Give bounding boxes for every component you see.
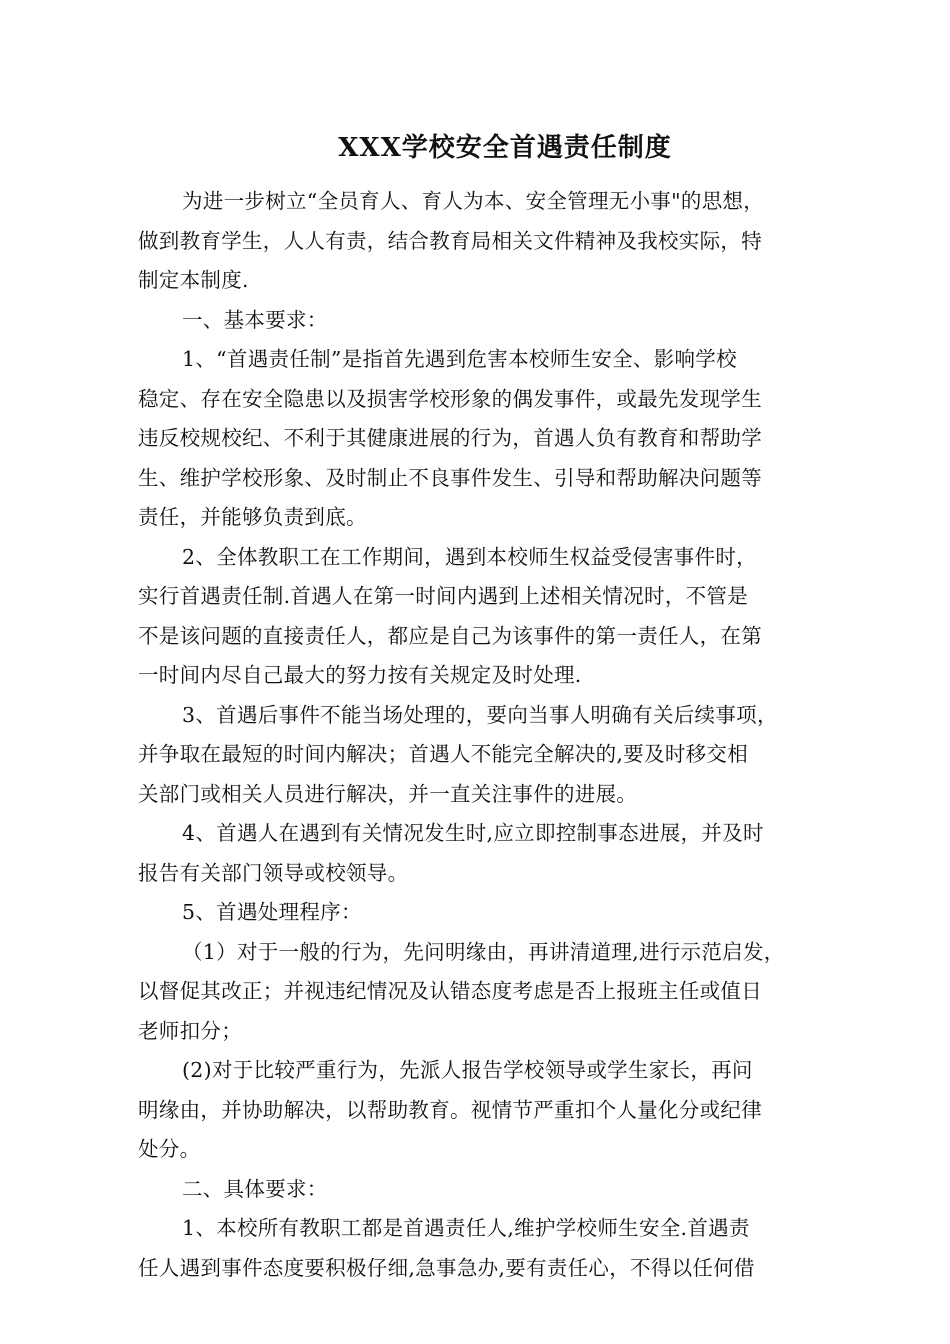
body-line: 1、“首遇责任制”是指首先遇到危害本校师生安全、影响学校 [182, 347, 737, 371]
body-line: 稳定、存在安全隐患以及损害学校形象的偶发事件，或最先发现学生 [138, 386, 762, 411]
body-line: 实行首遇责任制.首遇人在第一时间内遇到上述相关情况时，不管是 [138, 584, 749, 608]
body-line: 2、全体教职工在工作期间，遇到本校师生权益受侵害事件时， [182, 544, 757, 569]
body-line: 4、首遇人在遇到有关情况发生时,应立即控制事态进展，并及时 [182, 821, 764, 845]
body-line: （1）对于一般的行为，先问明缘由，再讲清道理,进行示范启发， [182, 939, 785, 964]
body-line: 制定本制度. [138, 268, 249, 292]
body-line: 5、首遇处理程序： [182, 900, 362, 924]
body-line: 不是该问题的直接责任人，都应是自己为该事件的第一责任人，在第 [138, 623, 762, 648]
body-line: 处分。 [138, 1137, 201, 1161]
document-body [138, 182, 828, 1288]
body-line: 并争取在最短的时间内解决；首遇人不能完全解决的,要及时移交相 [138, 742, 749, 766]
body-line: 责任，并能够负责到底。 [138, 505, 367, 529]
body-line: 明缘由，并协助解决，以帮助教育。视情节严重扣个人量化分或纪律 [138, 1097, 762, 1122]
body-line: 生、维护学校形象、及时制止不良事件发生、引导和帮助解决问题等 [138, 465, 762, 490]
body-line: 3、首遇后事件不能当场处理的，要向当事人明确有关后续事项， [182, 702, 778, 727]
body-line: 一时间内尽自己最大的努力按有关规定及时处理. [138, 663, 582, 687]
body-line: 老师扣分； [138, 1018, 242, 1043]
body-line: 二、具体要求： [182, 1176, 328, 1201]
body-line: 报告有关部门领导或校领导。 [138, 860, 409, 885]
body-line: 做到教育学生，人人有责，结合教育局相关文件精神及我校实际，特 [138, 228, 762, 253]
body-line: 关部门或相关人员进行解决，并一直关注事件的进展。 [138, 781, 638, 806]
body-line: 1、本校所有教职工都是首遇责任人,维护学校师生安全.首遇责 [182, 1216, 750, 1240]
body-line: 任人遇到事件态度要积极仔细,急事急办,要有责任心，不得以任何借 [138, 1255, 755, 1280]
body-line: 为进一步树立“全员育人、育人为本、安全管理无小事"的思想， [182, 189, 765, 213]
body-line: 以督促其改正；并视违纪情况及认错态度考虑是否上报班主任或值日 [138, 979, 762, 1003]
body-line: (2)对于比较严重行为，先派人报告学校领导或学生家长，再问 [182, 1058, 753, 1082]
body-line: 一、基本要求： [182, 307, 328, 332]
document-title: XXX学校安全首遇责任制度 [338, 133, 672, 163]
body-line: 违反校规校纪、不利于其健康进展的行为，首遇人负有教育和帮助学 [138, 426, 762, 450]
